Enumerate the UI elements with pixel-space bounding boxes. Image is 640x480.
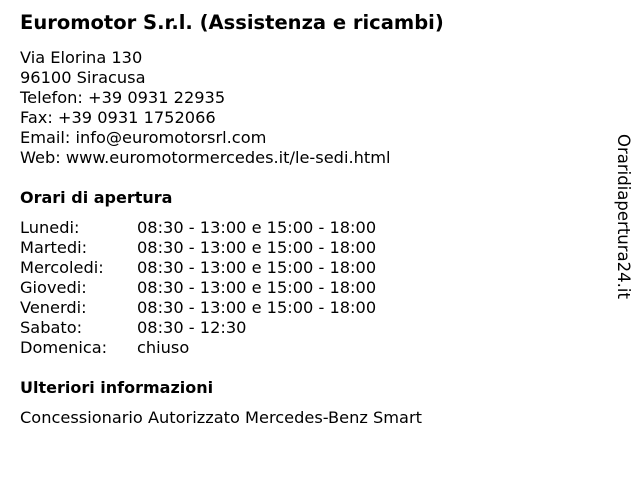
business-card [20, 9, 600, 428]
hours-row-martedi [20, 238, 600, 258]
hours-time: chiuso [137, 338, 190, 357]
hours-day: Venerdi: [20, 298, 87, 317]
fax-line: Fax: +39 0931 1752066 [20, 108, 216, 127]
watermark-text: Oraridiapertura24.it [614, 134, 633, 299]
hours-heading: Orari di apertura [20, 188, 173, 207]
hours-time: 08:30 - 13:00 e 15:00 - 18:00 [137, 218, 377, 237]
hours-time: 08:30 - 13:00 e 15:00 - 18:00 [137, 298, 377, 317]
business-name: Euromotor S.r.l. (Assistenza e ricambi) [20, 11, 444, 34]
hours-row-domenica [20, 338, 600, 358]
hours-row-lunedi [20, 218, 600, 238]
info-heading: Ulteriori informazioni [20, 378, 214, 397]
hours-row-giovedi [20, 278, 600, 298]
hours-day: Sabato: [20, 318, 83, 337]
hours-day: Lunedi: [20, 218, 80, 237]
hours-row-sabato [20, 318, 600, 338]
hours-day: Mercoledi: [20, 258, 104, 277]
hours-time: 08:30 - 13:00 e 15:00 - 18:00 [137, 238, 377, 257]
email-line: Email: info@euromotorsrl.com [20, 128, 267, 147]
address-line: Via Elorina 130 [20, 48, 143, 67]
contact-block [20, 48, 600, 168]
hours-time: 08:30 - 12:30 [137, 318, 247, 337]
hours-day: Martedi: [20, 238, 88, 257]
hours-row-venerdi [20, 298, 600, 318]
phone-line: Telefon: +39 0931 22935 [20, 88, 226, 107]
info-text: Concessionario Autorizzato Mercedes-Benz Smart [20, 408, 422, 427]
watermark [610, 134, 636, 310]
hours-time: 08:30 - 13:00 e 15:00 - 18:00 [137, 278, 377, 297]
hours-day: Giovedi: [20, 278, 87, 297]
city-line: 96100 Siracusa [20, 68, 146, 87]
web-line: Web: www.euromotormercedes.it/le-sedi.html [20, 148, 391, 167]
hours-table [20, 218, 600, 358]
hours-time: 08:30 - 13:00 e 15:00 - 18:00 [137, 258, 377, 277]
hours-row-mercoledi [20, 258, 600, 278]
hours-day: Domenica: [20, 338, 108, 357]
